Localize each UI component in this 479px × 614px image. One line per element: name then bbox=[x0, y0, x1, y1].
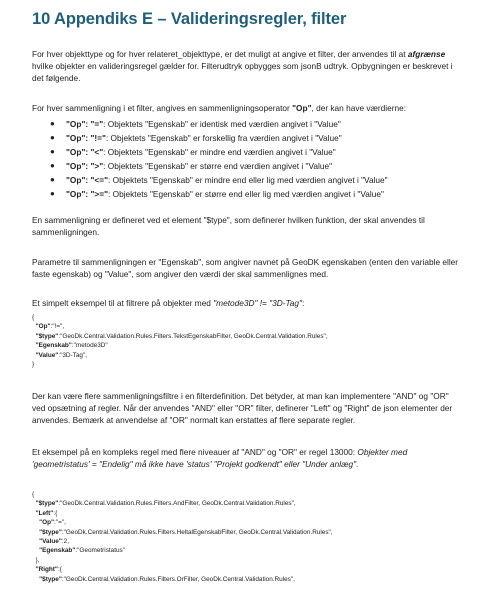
code-value: :"GeoDk.Central.Validation.Rules.Filters.OrFilter, GeoDk.Central.Validation.Rules", bbox=[61, 575, 295, 583]
code-line bbox=[32, 322, 328, 331]
code-line bbox=[32, 499, 333, 508]
code-key: "Value" bbox=[35, 351, 59, 359]
code-key: "Egenskab" bbox=[35, 342, 72, 350]
operator-description: : Objektets "Egenskab" er mindre end eller lig med værdien angivet i "Value" bbox=[108, 175, 388, 185]
bullet-icon: ● bbox=[50, 147, 55, 156]
code-value: :"GeoDk.Central.Validation.Rules.Filters.TekstEgenskabFilter, GeoDk.Central.Validation.Rules", bbox=[58, 332, 328, 340]
code-line bbox=[32, 537, 333, 546]
code-line bbox=[32, 565, 333, 574]
bullet-icon: ● bbox=[50, 133, 55, 142]
intro-text-1: For hver objekttype og for hver relateret_objekttype, er det muligt at angive et filter, der anvendes til at bbox=[32, 49, 408, 59]
code-line bbox=[32, 528, 333, 537]
code-value: :"metode3D" bbox=[71, 342, 108, 350]
bullet-icon: ● bbox=[50, 119, 55, 128]
parameters-paragraph: Parametre til sammenligningen er "Egenskab", som angiver navnet på GeoDK egenskaben (enten den variable eller faste egenskab) og "Value", som angiver den værdi der skal sammenlignes med. bbox=[32, 257, 459, 279]
intro-text-2: hvilke objekter en valideringsregel gælder for. Filterudtryk opbygges som jsonB udtryk. Opbygningen er beskrevet i det følgende. bbox=[32, 61, 453, 83]
operator-list-item bbox=[50, 174, 388, 186]
operator-code: "Op": "=" bbox=[66, 119, 104, 129]
operator-list-item bbox=[50, 118, 341, 130]
type-paragraph: En sammenligning er defineret ved et element "$type", som definerer hvilken funktion, der skal anvendes til sammenligningen. bbox=[32, 215, 425, 237]
multi-filter-paragraph: Der kan være flere sammenligningsfiltre i en filterdefinition. Det betyder, at man kan implementere "AND" og "OR" ved opsætning af regler. Når der anvendes "AND" eller "OR" filter, definerer "Left" og "Right" de json elementer der anvendes. Bemærk at anvendelse af "OR" normalt kan erstattes af flere separate regler. bbox=[32, 391, 453, 425]
operator-list-item bbox=[50, 146, 336, 158]
operator-code: "Op": ">" bbox=[66, 161, 104, 171]
code-value: :"GeoDk.Central.Validation.Rules.Filters.HeltalEgenskabFilter, GeoDk.Central.Validation.Rules", bbox=[61, 528, 333, 536]
code-key: "Egenskab" bbox=[39, 547, 76, 555]
operator-intro-paragraph bbox=[32, 102, 462, 114]
operator-list-item bbox=[50, 188, 384, 200]
code-block-complex bbox=[32, 490, 333, 584]
operator-intro-op: "Op" bbox=[292, 103, 312, 113]
operator-code: "Op": "!=" bbox=[66, 133, 106, 143]
operator-intro-text-1: For hver sammenligning i et filter, angives en sammenligningsoperator bbox=[32, 103, 293, 113]
operator-description: : Objektets "Egenskab" er større end værdien angivet i "Value" bbox=[103, 161, 333, 171]
complex-example-intro bbox=[32, 446, 462, 470]
code-block-simple bbox=[32, 313, 328, 369]
code-line bbox=[32, 351, 328, 360]
operator-list-item bbox=[50, 132, 342, 144]
bullet-icon: ● bbox=[50, 175, 55, 184]
operator-list-item bbox=[50, 160, 333, 172]
code-key: { bbox=[32, 491, 35, 498]
code-key: "Op" bbox=[39, 519, 55, 527]
intro-paragraph bbox=[32, 48, 462, 84]
complex-example-period: . bbox=[356, 459, 359, 469]
operator-description: : Objektets "Egenskab" er identisk med værdien angivet i "Value" bbox=[103, 119, 341, 129]
code-line bbox=[32, 556, 333, 565]
code-key: "Right" bbox=[35, 566, 58, 574]
operator-intro-text-2: , der kan have værdierne: bbox=[311, 103, 407, 113]
code-key: "$type" bbox=[39, 528, 62, 536]
code-key: "$type" bbox=[35, 332, 59, 340]
code-key: "$type" bbox=[35, 500, 59, 508]
operator-code: "Op": "<=" bbox=[66, 175, 109, 185]
simple-example-text: Et simpelt eksempel til at filtrere på objekter med bbox=[32, 298, 214, 308]
code-value: :"!=", bbox=[50, 323, 65, 331]
simple-example-expression: "metode3D" != "3D-Tag" bbox=[213, 298, 302, 308]
code-line bbox=[32, 313, 328, 322]
intro-emphasis: afgrænse bbox=[407, 49, 446, 59]
code-key: "Value" bbox=[39, 538, 62, 546]
code-line bbox=[32, 360, 328, 369]
operator-description: : Objektets "Egenskab" er forskellig fra værdien angivet i "Value" bbox=[105, 133, 342, 143]
code-value: :{ bbox=[57, 566, 62, 574]
code-value: :"GeoDk.Central.Validation.Rules.Filters.AndFilter, GeoDk.Central.Validation.Rules", bbox=[58, 500, 296, 508]
code-line bbox=[32, 575, 333, 584]
code-line bbox=[32, 509, 333, 518]
code-key: "$type" bbox=[39, 575, 62, 583]
operator-description: : Objektets "Egenskab" er mindre end værdien angivet i "Value" bbox=[103, 147, 336, 157]
code-value: :"Geometristatus" bbox=[75, 547, 126, 555]
code-key: "Op" bbox=[35, 323, 51, 331]
complex-example-text: Et eksempel på en kompleks regel med flere niveauer af "AND" og "OR" er regel 13000: bbox=[32, 447, 358, 457]
code-line bbox=[32, 490, 333, 499]
operator-description: : Objektets "Egenskab" er større end eller lig med værdien angivet i "Value" bbox=[108, 189, 384, 199]
bullet-icon: ● bbox=[50, 161, 55, 170]
code-line bbox=[32, 546, 333, 555]
code-value: :"3D-Tag", bbox=[58, 351, 88, 359]
operator-code: "Op": "<" bbox=[66, 147, 104, 157]
complex-example-rule: Objekter med 'geometristatus' = "Endelig" må ikke have 'status' "Projekt godkendt" eller "Under anlæg" bbox=[32, 447, 408, 469]
simple-example-colon: : bbox=[301, 298, 305, 308]
code-value: :{ bbox=[53, 509, 58, 517]
operator-code: "Op": ">=" bbox=[66, 189, 109, 199]
code-line bbox=[32, 518, 333, 527]
bullet-icon: ● bbox=[50, 189, 55, 198]
code-value: :"=", bbox=[54, 519, 66, 527]
code-key: "Left" bbox=[35, 509, 54, 517]
code-key: { bbox=[32, 314, 35, 321]
code-line bbox=[32, 332, 328, 341]
code-key: } bbox=[32, 361, 35, 369]
code-key: }, bbox=[35, 556, 40, 564]
simple-example-intro bbox=[32, 297, 462, 309]
code-value: :2, bbox=[61, 538, 69, 546]
code-line bbox=[32, 341, 328, 350]
section-heading: 10 Appendiks E – Valideringsregler, filter bbox=[32, 10, 347, 28]
